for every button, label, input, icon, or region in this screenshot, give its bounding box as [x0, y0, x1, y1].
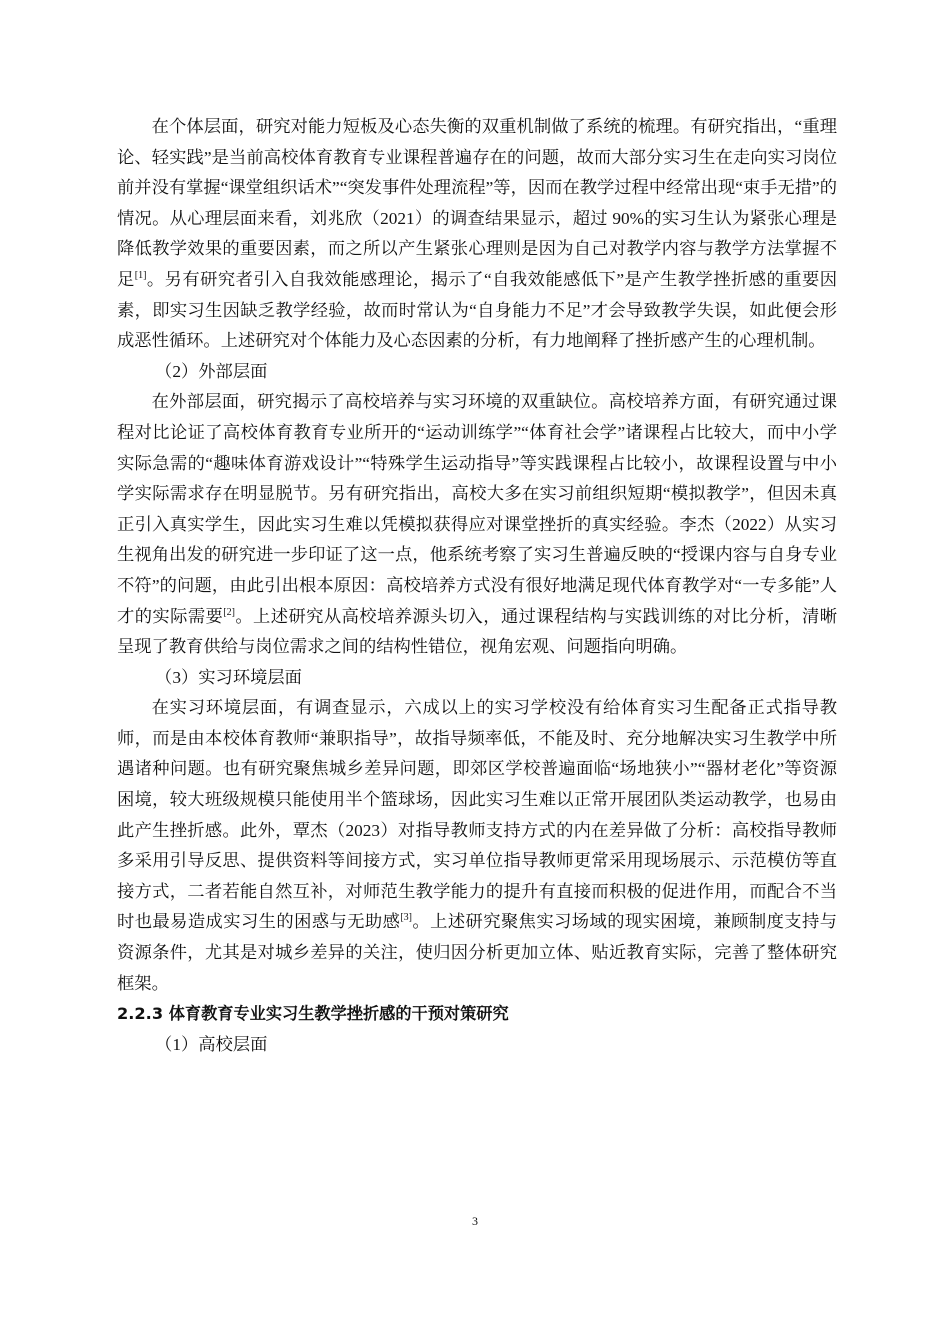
page-number: 3 — [472, 1214, 478, 1228]
paragraph-internship-environment — [117, 693, 837, 999]
paragraph-text-continued: 。上述研究从高校培养源头切入，通过课程结构与实践训练的对比分析，清晰呈现了教育供给与岗位需求之间的结构性错位，视角宏观、问题指向明确。 — [117, 606, 837, 657]
paragraph-text: 在实习环境层面，有调查显示，六成以上的实习学校没有给体育实习生配备正式指导教师，而是由本校体育教师“兼职指导”，故指导频率低，不能及时、充分地解决实习生教学中所遇诸种问题。也有研究聚焦城乡差异问题，即郊区学校普遍面临“场地狭小”“器材老化”等资源困境，较大班级规模只能使用半个篮球场，因此实习生难以正常开展团队类运动教学，也易由此产生挫折感。此外，覃杰（2023）对指导教师支持方式的内在差异做了分析：高校指导教师多采用引导反思、提供资料等间接方式，实习单位指导教师更常采用现场展示、示范模仿等直接方式，二者若能自然互补，对师范生教学能力的提升有直接而积极的促进作用，而配合不当时也最易造成实习生的困惑与无助感 — [117, 698, 837, 932]
page-body — [117, 112, 837, 1060]
paragraph-external-level — [117, 387, 837, 662]
paragraph-text: 在个体层面，研究对能力短板及心态失衡的双重机制做了系统的梳理。有研究指出，“重理论、轻实践”是当前高校体育教育专业课程普遍存在的问题，故而大部分实习生在走向实习岗位前并没有掌握“课堂组织话术”“突发事件处理流程”等，因而在教学过程中经常出现“束手无措”的情况。从心理层面来看，刘兆欣（2021）的调查结果显示，超过 90%的实习生认为紧张心理是降低教学效果的重要因素，而之所以产生紧张心理则是因为自己对教学内容与教学方法掌握不足 — [117, 117, 837, 289]
paragraph-text-continued: 。上述研究聚焦实习场域的现实困境，兼顾制度支持与资源条件，尤其是对城乡差异的关注，使归因分析更加立体、贴近教育实际，完善了整体研究框架。 — [117, 912, 837, 993]
paragraph-text-continued: 。另有研究者引入自我效能感理论，揭示了“自我效能感低下”是产生教学挫折感的重要因素，即实习生因缺乏教学经验，故而时常认为“自身能力不足”才会导致教学失误，如此便会形成恶性循环。上述研究对个体能力及心态因素的分析，有力地阐释了挫折感产生的心理机制。 — [117, 269, 837, 351]
citation-ref-3: [3] — [400, 912, 412, 924]
subheading-internship-environment: （3）实习环境层面 — [155, 667, 302, 687]
section-heading-2-2-3: 2.2.3 体育教育专业实习生教学挫折感的干预对策研究 — [117, 1004, 509, 1024]
citation-ref-1: [1] — [134, 269, 147, 281]
subheading-external-level: （2）外部层面 — [155, 361, 268, 381]
paragraph-text: 在外部层面，研究揭示了高校培养与实习环境的双重缺位。高校培养方面，有研究通过课程对比论证了高校体育教育专业所开的“运动训练学”“体育社会学”诸课程占比较大，而中小学实际急需的“趣味体育游戏设计”“特殊学生运动指导”等实践课程占比较小，故课程设置与中小学实际需求存在明显脱节。另有研究指出，高校大多在实习前组织短期“模拟教学”，但因未真正引入真实学生，因此实习生难以凭模拟获得应对课堂挫折的真实经验。李杰（2022）从实习生视角出发的研究进一步印证了这一点，他系统考察了实习生普遍反映的“授课内容与自身专业不符”的问题，由此引出根本原因：高校培养方式没有很好地满足现代体育教学对“一专多能”人才的实际需要 — [117, 392, 837, 626]
citation-ref-2: [2] — [223, 606, 235, 618]
paragraph-individual-level — [117, 112, 837, 357]
subheading-university-level: （1）高校层面 — [155, 1034, 268, 1054]
